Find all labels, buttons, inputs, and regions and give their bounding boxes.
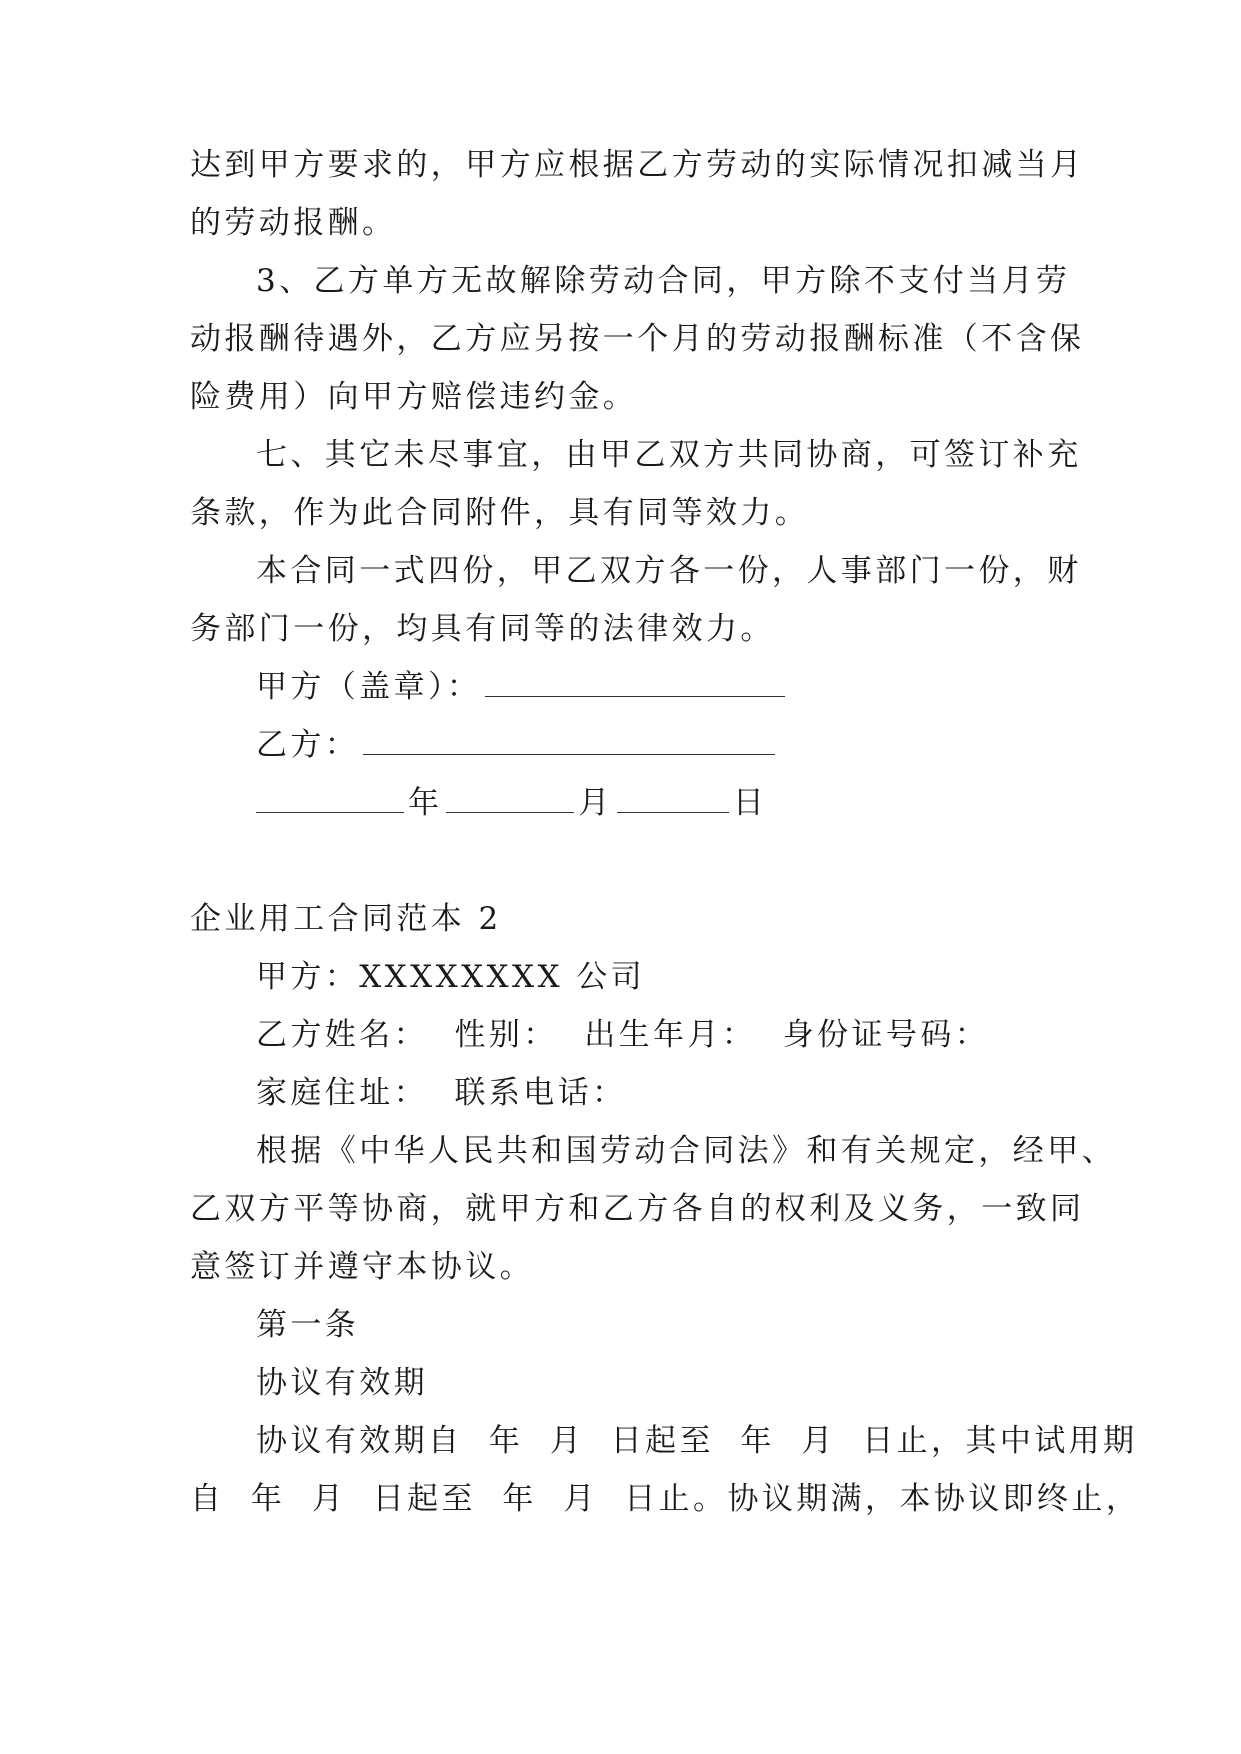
paragraph-line: 的劳动报酬。 bbox=[190, 205, 397, 241]
paragraph-line: 乙双方平等协商，就甲方和乙方各自的权利及义务，一致同 bbox=[190, 1191, 1085, 1227]
party-b-contact: 家庭住址： 联系电话： bbox=[256, 1075, 627, 1111]
year-blank bbox=[256, 776, 404, 813]
section-gap bbox=[190, 832, 1060, 890]
party-a-signature-line bbox=[190, 658, 1060, 716]
paragraph-line: 七、其它未尽事宜，由甲乙双方共同协商，可签订补充 bbox=[256, 437, 1082, 473]
article-subheading: 协议有效期 bbox=[256, 1365, 428, 1401]
paragraph-line: 本合同一式四份，甲乙双方各一份，人事部门一份，财 bbox=[256, 553, 1082, 589]
day-blank bbox=[617, 776, 729, 813]
year-label: 年 bbox=[408, 785, 443, 821]
section-title: 企业用工合同范本 2 bbox=[190, 901, 502, 937]
party-a-company: 甲方：XXXXXXXX 公司 bbox=[256, 959, 646, 995]
party-b-signature-blank bbox=[363, 718, 775, 755]
paragraph-line: 险费用）向甲方赔偿违约金。 bbox=[190, 379, 638, 415]
day-label: 日 bbox=[732, 785, 768, 821]
month-label: 月 bbox=[578, 785, 613, 821]
date-line bbox=[190, 774, 1060, 832]
party-b-info: 乙方姓名： 性别： 出生年月： 身份证号码： bbox=[256, 1017, 990, 1053]
party-a-signature-blank bbox=[485, 660, 785, 697]
party-b-label: 乙方： bbox=[256, 727, 360, 763]
paragraph-line: 条款，作为此合同附件，具有同等效力。 bbox=[190, 495, 810, 531]
paragraph-line: 务部门一份，均具有同等的法律效力。 bbox=[190, 611, 775, 647]
paragraph-line: 动报酬待遇外，乙方应另按一个月的劳动报酬标准（不含保 bbox=[190, 321, 1085, 357]
document-body bbox=[190, 136, 1141, 1528]
party-b-signature-line bbox=[190, 716, 1060, 774]
paragraph-line: 3、乙方单方无故解除劳动合同，甲方除不支付当月劳 bbox=[256, 263, 1071, 299]
paragraph-line: 自 年 月 日起至 年 月 日止。协议期满，本协议即终止， bbox=[190, 1481, 1141, 1517]
article-heading: 第一条 bbox=[256, 1307, 360, 1343]
paragraph-line: 根据《中华人民共和国劳动合同法》和有关规定，经甲、 bbox=[256, 1133, 1116, 1169]
party-a-label: 甲方（盖章）： bbox=[256, 669, 482, 705]
paragraph-line: 协议有效期自 年 月 日起至 年 月 日止，其中试用期 bbox=[256, 1423, 1138, 1459]
paragraph-line: 达到甲方要求的，甲方应根据乙方劳动的实际情况扣减当月 bbox=[190, 147, 1085, 183]
paragraph-line: 意签订并遵守本协议。 bbox=[190, 1249, 534, 1285]
month-blank bbox=[446, 776, 574, 813]
